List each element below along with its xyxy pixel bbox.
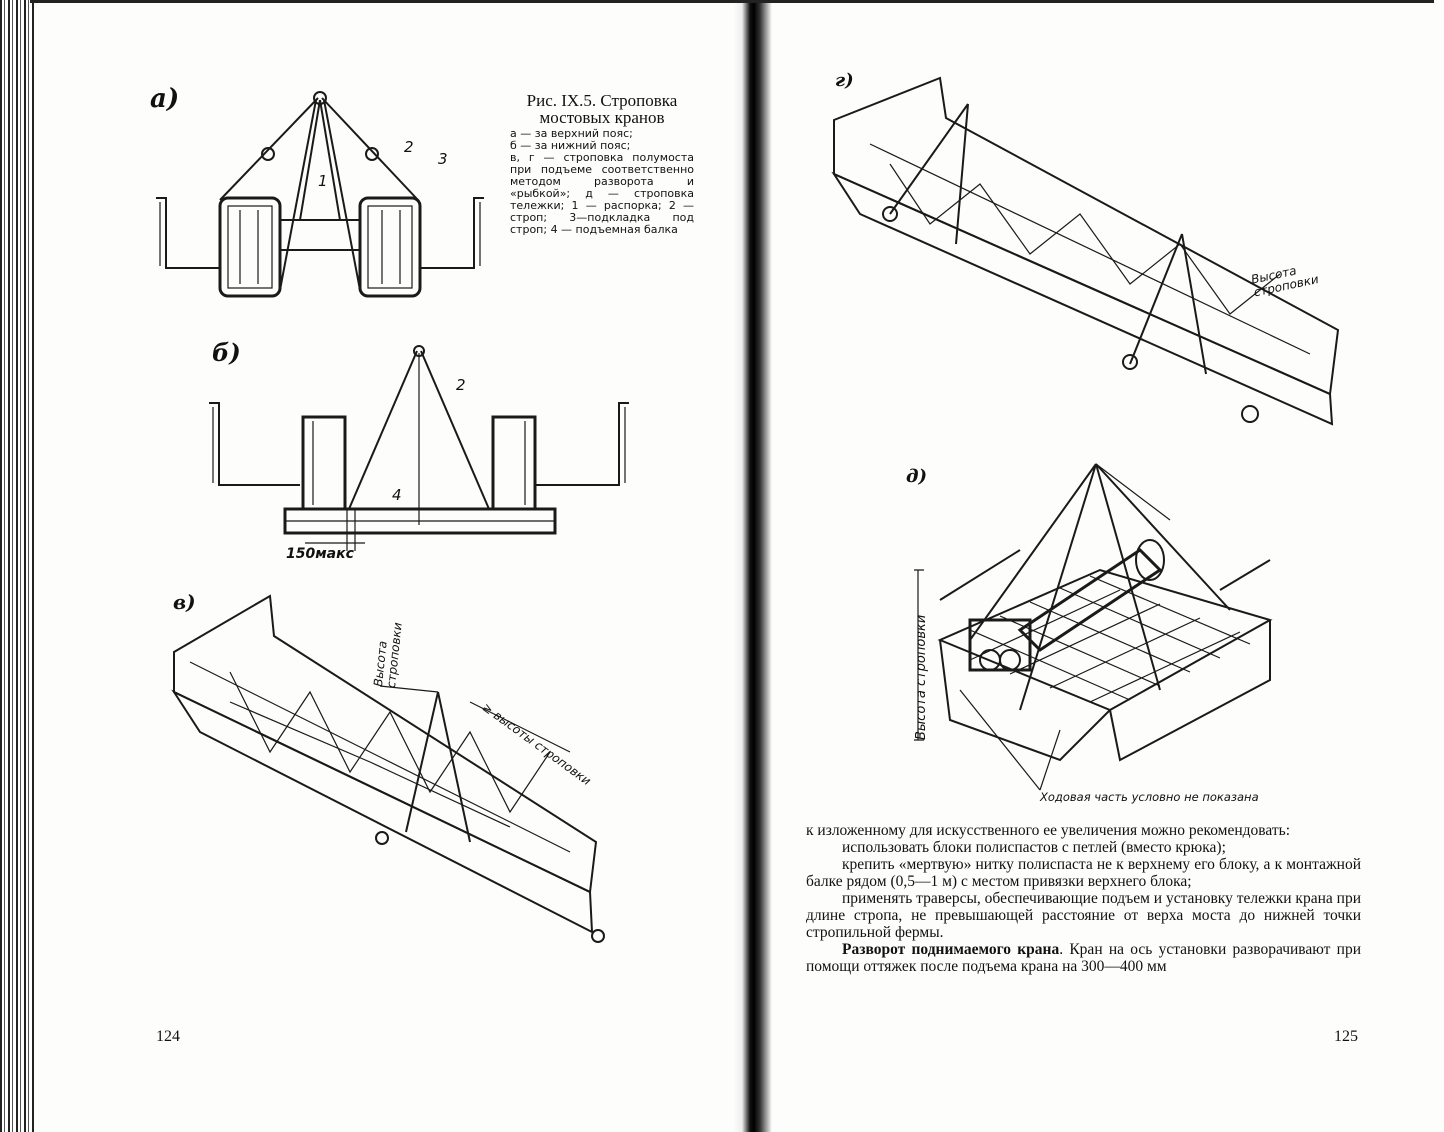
caption-legend-b: б — за нижний пояс; (510, 139, 631, 152)
figure-a-label: а) (150, 84, 180, 114)
caption-legend-a: а — за верхний пояс; (510, 127, 633, 140)
paragraph-5-heading: Разворот поднимаемого крана (842, 941, 1060, 958)
paragraph-5-text: . Кран на ось установки разворачивают при помощи оттяжек после подъема крана на 300—400 мм (806, 941, 1362, 975)
paragraph-4: применять траверсы, обеспечивающие подъем и установку тележки крана при длине стропа, не превышающей расстояние от верха моста до нижней точки стропильной фермы. (806, 890, 1361, 941)
caption-legend-rest: в, г — строповка полумоста при подъеме соответственно методом разворота и «рыбкой»; д — строповка тележки; 1 — распорка; 2 — строп; 3—подкладка под строп; 4 — подъемная балка (510, 151, 694, 236)
figure-d-drawing (910, 460, 1280, 800)
top-edge (30, 0, 1434, 3)
caption-title-line-2: мостовых кранов (539, 108, 665, 127)
paragraph-1: к изложенному для искусственного ее увеличения можно рекомендовать: (806, 822, 1291, 839)
figure-d-annotation-height: Высота строповки (914, 614, 929, 740)
figure-g-drawing (830, 74, 1350, 434)
figure-a-drawing (150, 90, 490, 305)
book-spine (732, 0, 772, 1132)
paragraph-5 (806, 941, 1361, 975)
figure-b-drawing (205, 345, 635, 565)
figure-a-callout-2: 2 (404, 138, 414, 156)
figure-g-annotation-height: Высота строповки (1249, 263, 1320, 300)
figure-caption (510, 92, 694, 236)
figure-v-label: в) (173, 590, 196, 614)
figure-d-label: д) (906, 466, 928, 487)
figure-d-annotation-chassis: Ходовая часть условно не показана (1040, 790, 1259, 804)
caption-legend (510, 128, 694, 236)
figure-b-dimension: 150макс (286, 546, 354, 562)
figure-b-callout-4: 4 (392, 486, 402, 504)
figure-v-annotation-height: Высота строповки (371, 621, 405, 689)
figure-g-label: г) (835, 70, 854, 91)
left-page-edge (0, 0, 34, 1132)
caption-title (510, 92, 694, 126)
figure-a-callout-3: 3 (438, 150, 448, 168)
page-number-right: 125 (1334, 1028, 1358, 1045)
body-text (806, 822, 1361, 975)
paragraph-3: крепить «мертвую» нитку полиспаста не к верхнему его блоку, а к монтажной балке рядом (0,5—1 м) с местом привязки верхнего блока; (806, 856, 1361, 890)
figure-v-annotation-min-height: ≥ высоты строповки (479, 700, 594, 789)
paragraph-2: использовать блоки полиспастов с петлей (вместо крюка); (842, 839, 1226, 856)
figure-b-label: б) (212, 338, 241, 367)
figure-b-callout-2: 2 (456, 376, 466, 394)
page-number-left: 124 (156, 1028, 180, 1045)
figure-a-callout-1: 1 (318, 172, 328, 190)
caption-title-line-1: Рис. IX.5. Строповка (526, 91, 678, 110)
